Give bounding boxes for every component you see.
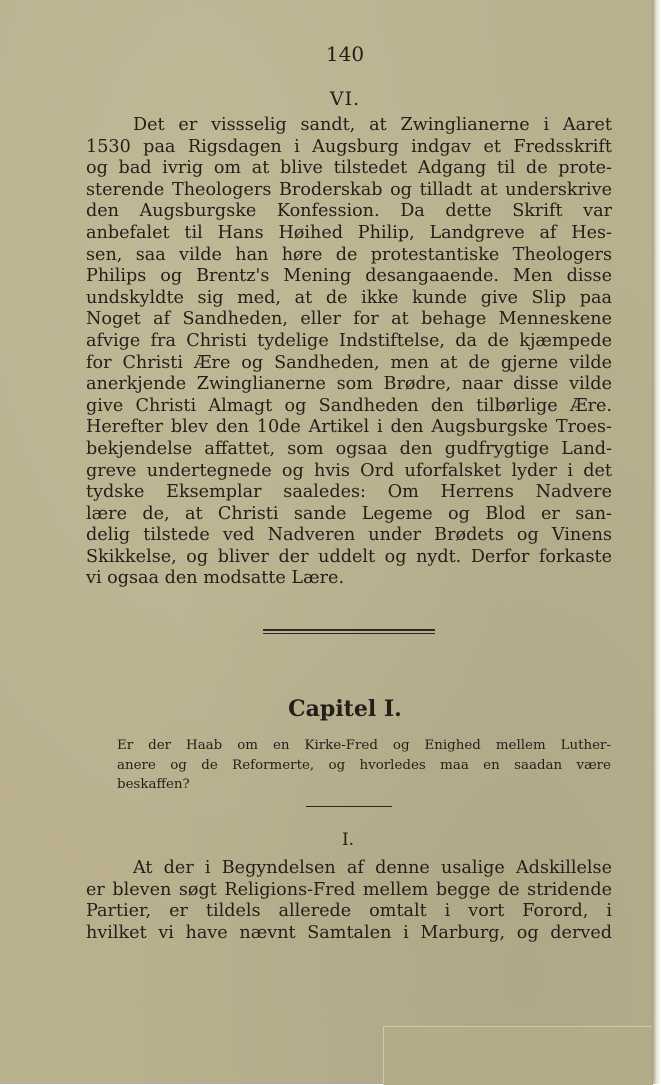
text-line: Partier, er tildels allerede omtalt i vort Forord, i <box>86 901 612 922</box>
section-body <box>86 115 612 590</box>
text-line: Det er vissselig sandt, at Zwinglianerne i Aaret <box>133 115 612 135</box>
short-rule-divider <box>306 806 392 807</box>
subsection-heading: I. <box>341 830 355 850</box>
chapter-subtitle <box>117 736 611 795</box>
text-line: afvige fra Christi tydelige Indstiftelse, da de kjæmpede <box>86 330 612 351</box>
chapter-title: Capitel I. <box>288 696 402 722</box>
text-line: 1530 paa Rigsdagen i Augsburg indgav et Fredsskrift <box>86 136 612 157</box>
text-line: Skikkelse, og bliver der uddelt og nydt. Derfor forkaste <box>86 546 612 567</box>
text-line: anbefalet til Hans Høihed Philip, Landgreve af Hes- <box>86 222 612 243</box>
text-line: delig tilstede ved Nadveren under Brødets og Vinens <box>86 525 612 546</box>
text-line: bekjendelse affattet, som ogsaa den gudfrygtige Land- <box>86 438 612 459</box>
text-line: greve undertegnede og hvis Ord uforfalsket lyder i det <box>86 460 612 481</box>
double-rule-divider <box>263 629 435 634</box>
subsection-body <box>86 858 612 944</box>
subtitle-line: anere og de Reformerte, og hvorledes maa en saadan være <box>117 757 611 773</box>
text-line: og bad ivrig om at blive tilstedet Adgang til de prote- <box>86 158 612 179</box>
text-line: sen, saa vilde han høre de protestantiske Theologers <box>86 244 612 265</box>
text-line: Noget af Sandheden, eller for at behage Menneskene <box>86 309 612 330</box>
text-line: for Christi Ære og Sandheden, men at de gjerne vilde <box>86 352 612 373</box>
scan-artifact <box>383 1026 653 1085</box>
text-line: At der i Begyndelsen af denne usalige Adskillelse <box>133 858 612 878</box>
text-line: give Christi Almagt og Sandheden den tilbørlige Ære. <box>86 395 612 416</box>
page-edge <box>652 0 661 1084</box>
section-heading: VI. <box>329 88 361 110</box>
text-line: Philips og Brentz's Mening desangaaende. Men disse <box>86 266 612 287</box>
text-line: sterende Theologers Broderskab og tilladt at underskrive <box>86 179 612 200</box>
text-line: den Augsburgske Konfession. Da dette Skrift var <box>86 201 612 222</box>
text-line: tydske Eksemplar saaledes: Om Herrens Nadvere <box>86 482 612 503</box>
text-line: er bleven søgt Religions-Fred mellem begge de stridende <box>86 879 612 900</box>
text-line: undskyldte sig med, at de ikke kunde give Slip paa <box>86 287 612 308</box>
subtitle-line: beskaffen? <box>117 777 190 792</box>
text-line: hvilket vi have nævnt Samtalen i Marburg, og derved <box>86 922 612 943</box>
text-line: Herefter blev den 10de Artikel i den Augsburgske Troes- <box>86 417 612 438</box>
text-line: anerkjende Zwinglianerne som Brødre, naar disse vilde <box>86 374 612 395</box>
subtitle-line: Er der Haab om en Kirke-Fred og Enighed mellem Luther- <box>117 738 611 753</box>
text-line: vi ogsaa den modsatte Lære. <box>86 568 345 589</box>
text-line: lære de, at Christi sande Legeme og Blod er san- <box>86 503 612 524</box>
page-number: 140 <box>325 42 365 66</box>
